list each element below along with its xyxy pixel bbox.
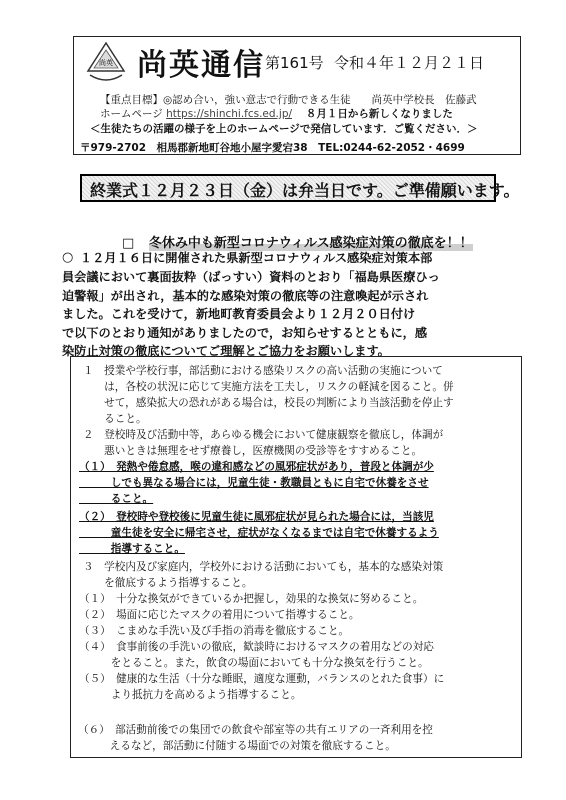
list-line: （２） 登校時や登校後に児童生徒に風邪症状が見られた場合には，当該児 bbox=[79, 511, 434, 523]
homepage-line bbox=[100, 106, 453, 121]
notice-list-box bbox=[70, 356, 522, 758]
ceremony-notice: 終業式１２月２３日（金）は弁当日です。ご準備願います。 bbox=[90, 181, 520, 200]
list-line: （４） 食事前後の手洗いの徹底，歓談時におけるマスクの着用などの対応 bbox=[79, 641, 434, 653]
list-line: ること。 bbox=[79, 493, 154, 505]
homepage-link[interactable]: https://shinchi.fcs.ed.jp/ bbox=[166, 108, 293, 120]
homepage-label: ホームページ bbox=[100, 108, 163, 120]
intro-line-1: １２月１６日に開催された県新型コロナウィルス感染症対策本部 bbox=[80, 251, 433, 265]
list-line: 指導すること。 bbox=[79, 543, 185, 555]
list-line: （５） 健康的な生活（十分な睡眠，適度な運動，バランスのとれた食事）に bbox=[79, 673, 445, 685]
intro-line: ました。これを受けて，新地町教育委員会より１２月２０日付け bbox=[62, 307, 416, 321]
intro-line: 員会議において裏面抜粋（ばっすい）資料のとおり「福島県医療ひっ bbox=[62, 270, 440, 284]
section-title: 冬休み中も新型コロナウィルス感染症対策の徹底を！！ bbox=[148, 236, 473, 251]
list-line: えるなど，部活動に付随する場面での対策を徹底すること。 bbox=[78, 740, 396, 752]
list-line: １ 授業や学校行事，部活動における感染リスクの高い活動の実施について bbox=[83, 365, 443, 377]
list-line: は，各校の状況に応じて実施方法を工夫し，リスクの軽減を図ること。併 bbox=[83, 381, 454, 393]
list-line: をとること。また，飲食の場面においても十分な換気を行うこと。 bbox=[79, 657, 429, 669]
list-line: （１） 発熱や倦怠感，喉の違和感などの風邪症状があり，普段と体調が少 bbox=[79, 461, 434, 473]
list-line: ２ 登校時及び活動中等，あらゆる機会において健康観察を徹底し，体調が bbox=[83, 429, 444, 441]
homepage-note: ８月１日から新しくなりました bbox=[295, 108, 453, 120]
list-line: （１） 十分な換気ができているか把握し，効果的な換気に努めること。 bbox=[79, 593, 424, 605]
intro-line: 染防止対策の徹底についてご理解とご協力をお願いします。 bbox=[62, 344, 390, 358]
newsletter-title: 尚英通信 bbox=[137, 48, 265, 83]
list-line: しでも異なる場合には，児童生徒・教職員ともに自宅で休養をさせ bbox=[79, 477, 429, 489]
issue-number: 第161号 bbox=[265, 54, 324, 72]
list-line: せて，感染拡大の恐れがある場合は，校長の判断により当該活動を停止す bbox=[83, 397, 454, 409]
list-line: （６） 部活動前後での集団での飲食や部室等の共有エリアの一斉利用を控 bbox=[78, 724, 433, 736]
intro-paragraph bbox=[62, 268, 534, 361]
issue-date: 令和４年１２月２１日 bbox=[334, 54, 485, 72]
section-marker: □ bbox=[122, 236, 135, 251]
school-address: 〒979-2702 相馬郡新地町谷地小屋字愛宕38 TEL:0244-62-2052・4699 bbox=[80, 142, 465, 154]
list-line: より抵抗力を高めるよう指導すること。 bbox=[79, 689, 302, 701]
list-line: を徹底するよう指導すること。 bbox=[83, 577, 253, 589]
intro-line: 迫警報」が出され，基本的な感染対策の徹底等の注意喚起が示され bbox=[62, 288, 429, 303]
list-line: （２） 場面に応じたマスクの着用について指導すること。 bbox=[79, 609, 360, 621]
list-line: ３ 学校内及び家庭内，学校外における活動においても，基本的な感染対策 bbox=[83, 561, 444, 573]
list-line: 悪いときは無理をせず療養し，医療機関の受診等をすすめること。 bbox=[83, 445, 423, 457]
priority-goal-line: 【重点目標】◎認め合い，強い意志で行動できる生徒 尚英中学校長 佐藤武 bbox=[100, 94, 477, 106]
school-emblem-logo bbox=[86, 41, 126, 89]
intro-line: で以下のとおり通知がありましたので，お知らせするとともに，感 bbox=[62, 325, 428, 340]
logo-text: 尚英 bbox=[99, 59, 113, 67]
list-line: （３） こまめな手洗い及び手指の消毒を徹底すること。 bbox=[79, 625, 350, 637]
homepage-notice: ＜生徒たちの活躍の様子を上のホームページで発信しています．ご覧ください．＞ bbox=[90, 123, 478, 135]
list-line: 童生徒を安全に帰宅させ，症状がなくなるまでは自宅で休養するよう bbox=[79, 527, 439, 539]
intro-bullet: ○ bbox=[62, 250, 74, 265]
list-line: ること。 bbox=[83, 413, 147, 425]
